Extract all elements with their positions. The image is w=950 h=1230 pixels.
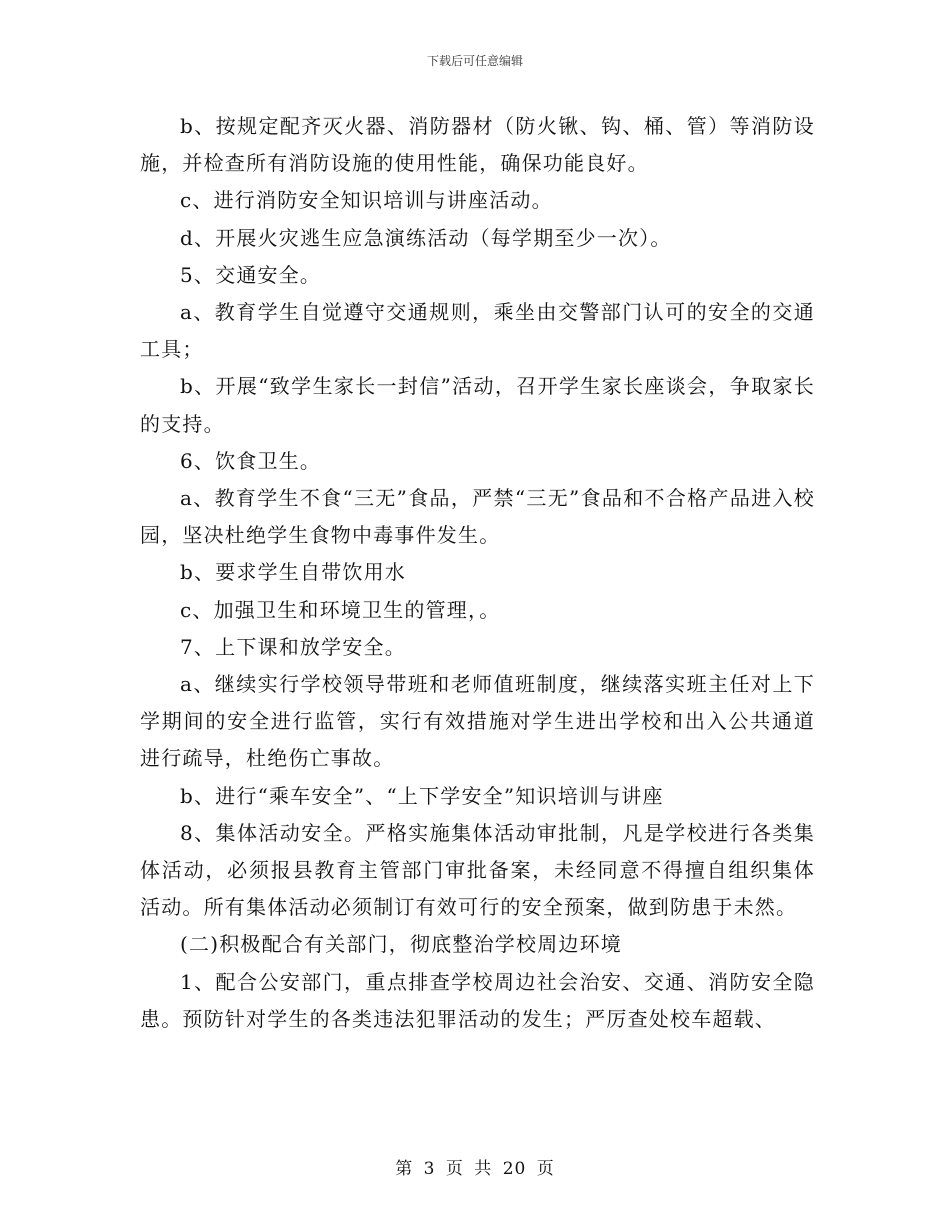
heading-surrounding-environment: (二)积极配合有关部门，彻底整治学校周边环境 xyxy=(180,932,623,957)
paragraph-traffic-rules: a、教育学生自觉遵守交通规则，乘坐由交警部门认可的安全的交通工具； xyxy=(140,300,815,362)
paragraph-hygiene-management: c、加强卫生和环境卫生的管理，。 xyxy=(180,597,501,622)
paragraph-drinking-water: b、要求学生自带饮用水 xyxy=(180,560,407,585)
paragraph-food-safety: a、教育学生不食“三无”食品，严禁“三无”食品和不合格产品进入校园，坚决杜绝学生食物中毒事件发生。 xyxy=(140,486,815,548)
heading-class-dismissal-safety: 7、上下课和放学安全。 xyxy=(180,634,406,659)
heading-food-hygiene: 6、饮食卫生。 xyxy=(180,448,322,473)
paragraph-fire-equipment: b、按规定配齐灭火器、消防器材（防火锹、钩、桶、管）等消防设施，并检查所有消防设施的使用性能，确保功能良好。 xyxy=(140,114,815,176)
paragraph-duty-system: a、继续实行学校领导带班和老师值班制度，继续落实班主任对上下学期间的安全进行监管，实行有效措施对学生进出学校和出入公共通道进行疏导，杜绝伤亡事故。 xyxy=(140,672,815,771)
paragraph-parent-letter: b、开展“致学生家长一封信”活动，召开学生家长座谈会，争取家长的支持。 xyxy=(140,374,815,436)
paragraph-fire-training: c、进行消防安全知识培训与讲座活动。 xyxy=(180,188,553,213)
paragraph-commute-training: b、进行“乘车安全”、“上下学安全”知识培训与讲座 xyxy=(180,783,664,808)
paragraph-group-activity-safety: 8、集体活动安全。严格实施集体活动审批制，凡是学校进行各类集体活动，必须报县教育主管部门审批备案，未经同意不得擅自组织集体活动。所有集体活动必须制订有效可行的安全预案，做到防患于未然。 xyxy=(140,820,815,920)
page-header: 下载后可任意编辑 xyxy=(426,54,523,68)
document-body xyxy=(140,108,815,1038)
paragraph-fire-drill: d、开展火灾逃生应急演练活动（每学期至少一次）。 xyxy=(180,225,672,250)
heading-traffic-safety: 5、交通安全。 xyxy=(180,262,322,287)
page-number: 第 3 页 共 20 页 xyxy=(395,1159,555,1179)
paragraph-police-cooperation: 1、配合公安部门，重点排查学校周边社会治安、交通、消防安全隐患。预防针对学生的各类违法犯罪活动的发生；严厉查处校车超载、 xyxy=(140,969,815,1031)
